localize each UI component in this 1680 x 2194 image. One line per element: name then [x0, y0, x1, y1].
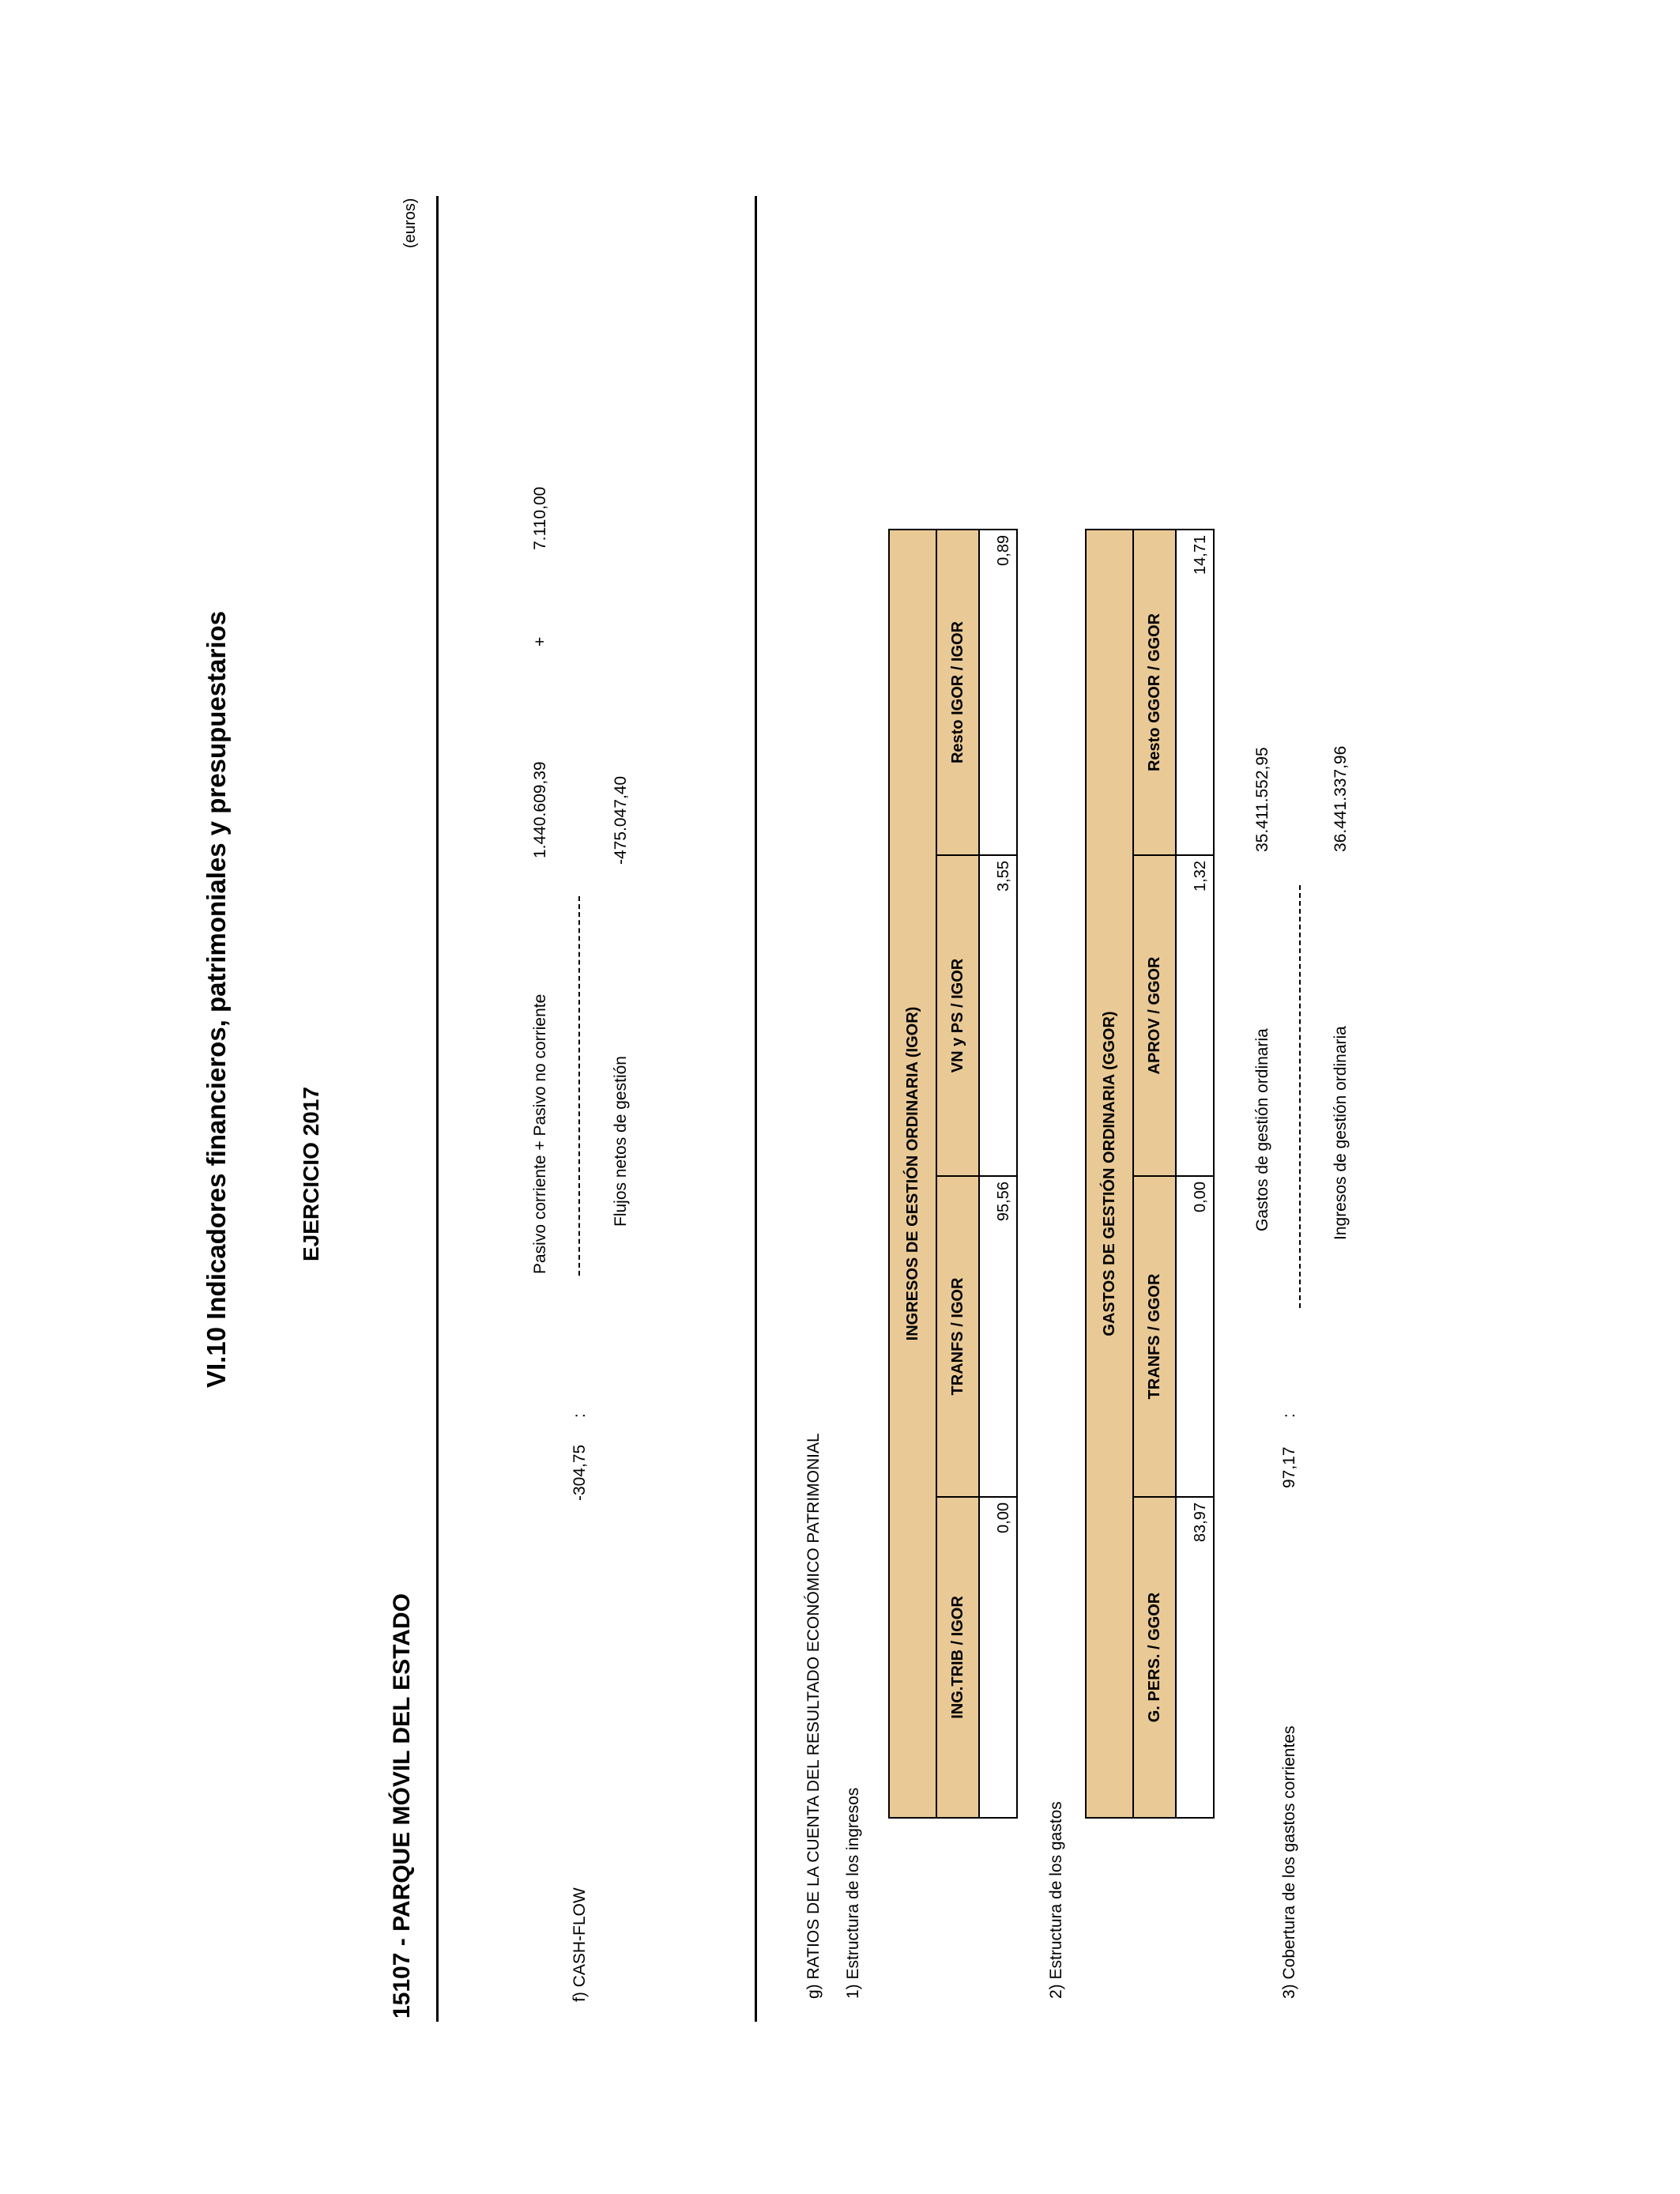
gastos-col-header: Resto GGOR / GGOR: [1132, 529, 1177, 856]
ingresos-col-header: ING.TRIB / IGOR: [936, 1496, 980, 1819]
cashflow-colon: :: [571, 1413, 589, 1418]
section-rule: [755, 196, 757, 2022]
gastos-col-header: TRANFS / GGOR: [1132, 1175, 1177, 1498]
gastos-table-title: GASTOS DE GESTIÓN ORDINARIA (GGOR): [1085, 529, 1134, 1819]
report-title: VI.10 Indicadores financieros, patrimoniales y presupuestarios: [202, 610, 231, 1388]
gastos-structure-label: 2) Estructura de los gastos: [1047, 1801, 1065, 1999]
ratios-heading: g) RATIOS DE LA CUENTA DEL RESULTADO ECONÓMICO PATRIMONIAL: [804, 1433, 823, 1999]
entity-name: 15107 - PARQUE MÓVIL DEL ESTADO: [389, 1593, 415, 2019]
cobertura-denominator-label: Ingresos de gestión ordinaria: [1332, 1026, 1350, 1240]
cobertura-numerator-value: 35.411.552,95: [1253, 747, 1271, 852]
cobertura-fraction-line: [1299, 885, 1301, 1308]
gastos-value-cell: 1,32: [1175, 854, 1215, 1177]
cashflow-plus: +: [531, 636, 549, 647]
ingresos-table-title: INGRESOS DE GESTIÓN ORDINARIA (IGOR): [888, 529, 937, 1819]
cashflow-numerator-label: Pasivo corriente + Pasivo no corriente: [531, 993, 549, 1274]
ingresos-value-cell: 0,00: [978, 1496, 1018, 1819]
gastos-value-cell: 14,71: [1175, 529, 1215, 856]
cobertura-colon: :: [1280, 1413, 1298, 1418]
gastos-col-header: G. PERS. / GGOR: [1132, 1496, 1177, 1819]
cobertura-value: 97,17: [1280, 1446, 1298, 1488]
gastos-value-cell: 0,00: [1175, 1175, 1215, 1498]
ingresos-col-header: VN y PS / IGOR: [936, 854, 980, 1177]
fiscal-year: EJERCICIO 2017: [299, 1087, 323, 1261]
cashflow-fraction-line: [578, 896, 580, 1276]
cashflow-denominator-label: Flujos netos de gestión: [612, 1056, 630, 1227]
gastos-col-header: APROV / GGOR: [1132, 854, 1177, 1177]
cobertura-denominator-value: 36.441.337,96: [1332, 745, 1350, 852]
top-rule: [436, 196, 439, 2022]
ingresos-col-header: Resto IGOR / IGOR: [936, 529, 980, 856]
cashflow-numerator-value-1: 1.440.609,39: [531, 761, 549, 858]
cashflow-label: f) CASH-FLOW: [571, 1887, 589, 2002]
ingresos-col-header: TRANFS / IGOR: [936, 1175, 980, 1498]
cashflow-denominator-value: -475.047,40: [612, 775, 630, 865]
units-label: (euros): [401, 198, 419, 248]
ingresos-value-cell: 3,55: [978, 854, 1018, 1177]
ingresos-value-cell: 95,56: [978, 1175, 1018, 1498]
cashflow-value: -304,75: [571, 1444, 589, 1501]
cobertura-label: 3) Cobertura de los gastos corrientes: [1280, 1725, 1298, 1999]
gastos-value-cell: 83,97: [1175, 1496, 1215, 1819]
cashflow-numerator-value-2: 7.110,00: [531, 486, 549, 550]
ingresos-structure-label: 1) Estructura de los ingresos: [844, 1787, 862, 1999]
cobertura-numerator-label: Gastos de gestión ordinaria: [1253, 1028, 1271, 1231]
ingresos-value-cell: 0,89: [978, 529, 1018, 856]
